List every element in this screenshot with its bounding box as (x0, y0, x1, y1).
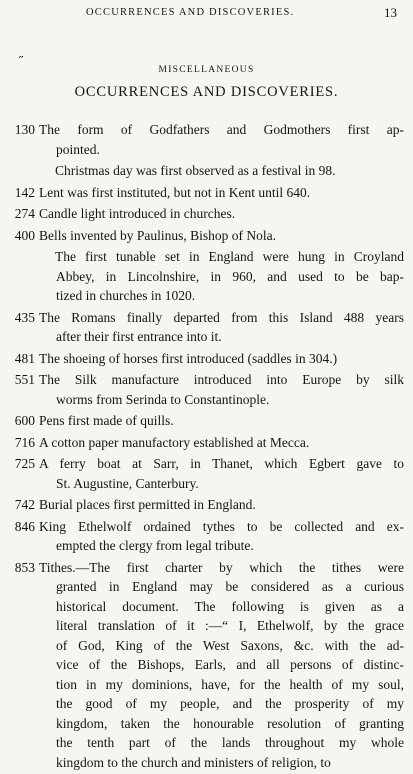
entry-text-line: kingdom, taken the honourable resolution of granting (56, 715, 404, 731)
entry-text-line: worms from Serinda to Constantinople. (56, 391, 270, 407)
chronology-entry (0, 558, 413, 773)
chronology-entry (0, 120, 413, 159)
entry-text-line: Tithes.—The first charter by which the tithes were (39, 559, 404, 575)
chronology-entry (0, 183, 413, 203)
entry-text-line: the tenth part of the lands throughout my whole (56, 735, 404, 750)
chronology-entry (0, 495, 413, 515)
entry-text-line: Abbey, in Lincolnshire, in 960, and used to be bap- (56, 268, 404, 284)
page-number: 13 (384, 5, 397, 20)
entry-text-line: granted in England may be considered as a curious (56, 579, 404, 594)
chronology-list (0, 120, 413, 774)
entry-year: 274 (14, 206, 35, 221)
entry-text-line: A ferry boat at Sarr, in Thanet, which Egbert gave to (39, 456, 404, 471)
entry-text-line: King Ethelwolf ordained tythes to be collected and ex- (39, 518, 404, 534)
entry-text-line: The Silk manufacture introduced into Europe by silk (39, 372, 404, 387)
entry-text-line: Burial places first permitted in England. (39, 497, 256, 512)
entry-year: 846 (14, 518, 35, 534)
entry-text-line: vice of the Bishops, Earls, and all persons of distinc- (56, 657, 404, 672)
chronology-entry (0, 370, 413, 409)
chronology-entry (0, 204, 413, 224)
section-label: MISCELLANEOUS (158, 65, 255, 75)
stray-ink-mark: ˝ (19, 53, 24, 68)
entry-text-line: The form of Godfathers and Godmothers first ap- (39, 122, 404, 137)
chronology-entry (0, 433, 413, 453)
section-title: OCCURRENCES AND DISCOVERIES. (74, 84, 339, 100)
entry-text-line: literal translation of it :—“ I, Ethelwolf, by the grace (56, 618, 404, 633)
running-head: OCCURRENCES AND DISCOVERIES. (86, 7, 295, 18)
chronology-entry (0, 349, 413, 369)
entry-year: 716 (14, 434, 35, 450)
entry-text-line: empted the clergy from legal tribute. (56, 538, 254, 553)
entry-year: 725 (14, 456, 35, 471)
entry-year: 600 (14, 413, 35, 428)
entry-text-line: The first tunable set in England were hung in Croyland (55, 249, 404, 264)
entry-year: 400 (14, 227, 35, 243)
entry-year: 481 (14, 350, 35, 366)
entry-year: 130 (14, 122, 35, 137)
chronology-entry (0, 454, 413, 493)
entry-year: 742 (14, 497, 35, 512)
chronology-entry (0, 308, 413, 347)
chronology-entry (0, 226, 413, 246)
entry-text-line: after their first entrance into it. (56, 329, 222, 344)
entry-text-line: of God, King of the West Saxons, &c. with the ad- (56, 637, 404, 653)
chronology-entry (0, 161, 413, 181)
entry-year: 435 (14, 309, 35, 325)
entry-text-line: St. Augustine, Canterbury. (56, 475, 199, 491)
chronology-entry (0, 411, 413, 431)
entry-text-line: The shoeing of horses first introduced (saddles in 304.) (39, 350, 338, 366)
chronology-entry (0, 247, 413, 306)
entry-text-line: pointed. (56, 141, 100, 157)
entry-text-line: tized in churches in 1020. (56, 288, 196, 303)
entry-text-line: Bells invented by Paulinus, Bishop of Nola. (39, 227, 276, 243)
entry-text-line: the good of my people, and the prosperity of my (56, 696, 404, 711)
entry-text-line: Christmas day was first observed as a festival in 98. (55, 163, 336, 178)
entry-text-line: Pens first made of quills. (39, 413, 174, 428)
entry-text-line: A cotton paper manufactory established at Mecca. (39, 434, 310, 450)
entry-year: 142 (14, 184, 35, 200)
chronology-entry (0, 517, 413, 556)
entry-text-line: tion in my dominions, have, for the health of my soul, (56, 676, 404, 692)
entry-text-line: Candle light introduced in churches. (39, 206, 236, 221)
entry-text-line: kingdom to the church and ministers of religion, to (56, 754, 331, 770)
entry-year: 551 (14, 372, 35, 387)
entry-text-line: The Romans finally departed from this Island 488 years (39, 309, 404, 325)
entry-text-line: Lent was first instituted, but not in Kent until 640. (39, 184, 311, 200)
entry-text-line: historical document. The following is given as a (56, 598, 404, 614)
entry-year: 853 (14, 559, 35, 575)
